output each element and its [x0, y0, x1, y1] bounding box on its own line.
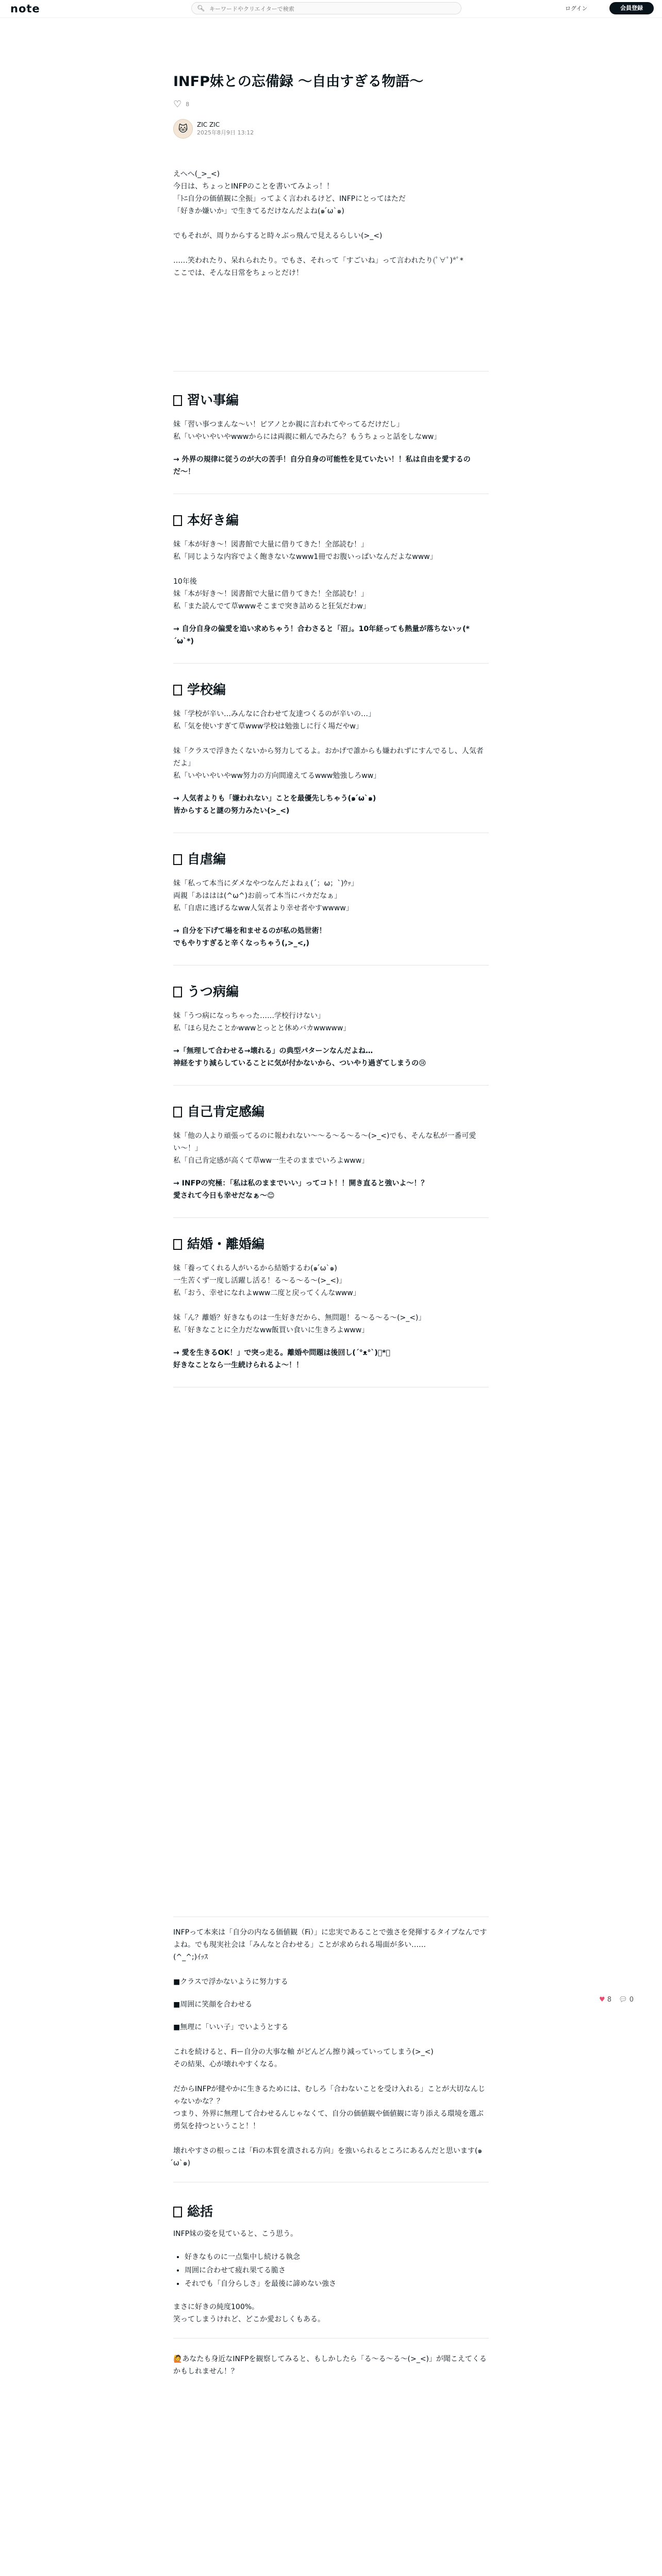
summary-bullet: • 周囲に合わせて疲れ果てる脆さ [185, 2264, 489, 2277]
section-heading: 習い事編 [173, 392, 489, 409]
takeaway-line: →「無理して合わせる→壊れる」の典型パターンなんだよね… [173, 1047, 373, 1055]
paragraph-line: ……笑われたり、呆れられたり。でもさ、それって「すごいね」って言われたり(ﾟ∀ﾟ)*ﾟ* [173, 257, 464, 265]
dialogue-line: 10年後 [173, 578, 197, 586]
publish-date: 2025年8月9日 13:12 [197, 129, 254, 136]
section-heading: 本好き編 [173, 512, 489, 529]
summary-list [173, 2250, 489, 2291]
box-icon [173, 1239, 182, 1250]
paragraph-line: (^_^;)ｲｯｽ [173, 1953, 208, 1961]
dialogue-line: 妹「本が好き〜！図書館で大量に借りてきた！全部読む！」 [173, 590, 368, 598]
paragraph-line: えへへ(_>_<) [173, 170, 220, 178]
dialogue-line: 妹「養ってくれる人がいるから結婚するわ(๑ ́ω`๑) [173, 1264, 337, 1273]
divider [173, 1217, 489, 1218]
analysis-block [173, 1917, 489, 2378]
takeaway-line: → 人気者よりも「嫌われない」ことを最優先しちゃう(๑ ́ω`๑) [173, 794, 376, 803]
closing-line: 🙋あなたも身近なINFPを観察してみると、もしかしたら「る〜る〜る〜(>_<)」が聞こえてくるかもしれません！？ [173, 2355, 487, 2376]
paragraph-line: だからINFPが健やかに生きるためには、むしろ「合わないことを受け入れる」ことが大切なんじゃないかな？？ [173, 2085, 486, 2106]
side-like-button[interactable]: ♥ 8 [599, 1996, 612, 2004]
paragraph-line [173, 217, 489, 230]
dialogue-line: 一生苦くず一度し活躍し活る！る〜る〜る〜(>_<)」 [173, 1277, 346, 1285]
dialogue-line: 私「いやいやいやww努力の方向間違えてるwww勉強しろww」 [173, 772, 381, 780]
takeaway-line: → 自分自身の偏愛を追い求めちゃう！合わさると「沼」。10年経っても熱量が落ちないッ(*´ω`*) [173, 625, 470, 646]
divider [173, 1085, 489, 1086]
takeaway-line: 愛されて今日も幸せだなぁ〜😊 [173, 1192, 275, 1200]
section-block [173, 1235, 489, 1387]
author-avatar[interactable]: 🐱 [173, 119, 193, 139]
paragraph-line [173, 2132, 489, 2145]
dialogue-line [173, 733, 489, 745]
takeaway-line: 好きなことなら一生続けられるよ〜！！ [173, 1361, 303, 1369]
marked-line: ■クラスで浮かないように努力する [173, 1978, 288, 1986]
dialogue-line: 私「いやいやいやwwwからには両親に頼んでみたら？もうちょっと話をしなww」 [173, 433, 441, 441]
floating-actions [599, 1996, 634, 2004]
takeaway-line: → 愛を生きるOK！」で突っ走る。離婚や問題は後回し(´°ᴥ°`)ﾟ*ﾟ [173, 1349, 390, 1357]
box-icon [173, 854, 182, 865]
paragraph-line: まさに好きの純度100%。 [173, 2303, 259, 2311]
section-heading: 自虐編 [173, 851, 489, 868]
side-comment-button[interactable]: 💬︎ 0 [619, 1996, 634, 2004]
search-bar[interactable] [191, 2, 461, 14]
takeaway-line: 皆からすると謎の努力みたい(>_<) [173, 807, 290, 815]
like-count: 8 [186, 101, 190, 108]
article-title: INFP妹との忘備録 〜自由すぎる物語〜 [173, 74, 424, 90]
takeaway-line: → INFPの究極：「私は私のままでいい」ってコト！！開き直ると強いよ〜！？ [173, 1179, 428, 1188]
section-heading: 結婚・離婚編 [173, 1235, 489, 1253]
article-header [173, 72, 489, 139]
article-sections [173, 392, 489, 1405]
dialogue-line [173, 1299, 489, 1312]
dialogue-line: 私「気を使いすぎて草www学校は勉強しに行く場だやw」 [173, 722, 363, 731]
takeaway-line: でもやりすぎると辛くなっちゃう(,>_<,) [173, 939, 309, 947]
paragraph-line: 今日は、ちょっとINFPのことを書いてみよっ！！ [173, 182, 334, 191]
section-block [173, 392, 489, 494]
paragraph-line: つまり、外界に無理して合わせるんじゃなくて、自分の価値観や価値観に寄り添える環境を選ぶ勇気を持つということ！！ [173, 2110, 484, 2130]
box-icon [173, 2207, 182, 2217]
login-link[interactable]: ログイン [565, 5, 588, 12]
dialogue-line: 私「同じような内容でよく飽きないなwww1冊でお腹いっぱいなんだよなwww」 [173, 553, 437, 561]
dialogue-line: 妹「本が好き〜！図書館で大量に借りてきた！全部読む！」 [173, 540, 368, 549]
paragraph-line [173, 242, 489, 255]
section-heading: 総括 [173, 2203, 489, 2221]
takeaway-line: → 自分を下げて場を和ませるのが私の処世術！ [173, 927, 326, 935]
dialogue-line [173, 563, 489, 575]
divider [173, 663, 489, 664]
box-icon [173, 395, 182, 406]
section-block [173, 681, 489, 833]
search-icon: 🔍︎ [197, 5, 205, 12]
dialogue-line: 妹「クラスで浮きたくないから努力してるよ。おかげで誰からも嫌われずにすんでるし、人気者だよ」 [173, 747, 484, 768]
author-name[interactable]: ZIC ZIC [197, 121, 220, 128]
marked-line: ■周囲に笑顔を合わせる [173, 2001, 253, 2009]
summary-bullet: • 好きなものに一点集中し続ける執念 [185, 2250, 489, 2264]
box-icon [173, 515, 182, 526]
summary-intro: INFP妹の姿を見ていると、こう思う。 [173, 2230, 298, 2238]
section-heading: 学校編 [173, 681, 489, 699]
paragraph-line: ここでは、そんな日常をちょっとだけ！ [173, 269, 303, 277]
takeaway-line: → 外界の規律に従うのが大の苦手！自分自身の可能性を見ていたい！！私は自由を愛するのだ〜！ [173, 455, 471, 476]
dialogue-line: 私「自虐に逃げるなww人気者より幸せ者やすwwww」 [173, 904, 353, 912]
paragraph-line [173, 2071, 489, 2083]
site-header [0, 0, 662, 18]
paragraph-line: 壊れやすさの根っこは「Fiの本質を潰される方向」を強いられるところにあるんだと思います(๑ ́ω`๑) [173, 2147, 483, 2167]
dialogue-line: 妹「習い事つまんな〜い！ピアノとか親に言われてやってるだけだし」 [173, 420, 404, 429]
like-heart-icon[interactable]: ♡ [173, 99, 182, 110]
dialogue-line: 妹「学校が辛い…みんなに合わせて友達つくるのが辛いの…」 [173, 710, 375, 718]
dialogue-line: 妹「他の人より頑張ってるのに報われない〜〜る〜る〜る〜(>_<)でも、そんな私が一番可愛い〜！」 [173, 1132, 476, 1153]
dialogue-line: 私「おう、幸せになれよwww二度と戻ってくんなwww」 [173, 1289, 360, 1297]
box-icon [173, 1107, 182, 1117]
paragraph-line: 「ﾄﾆ自分の価値観に全振」ってよく言われるけど、INFPにとってはただ [173, 195, 406, 203]
paragraph-line: その結果、心が壊れやすくなる。 [173, 2060, 282, 2069]
section-heading: 自己肯定感編 [173, 1103, 489, 1121]
signup-button[interactable]: 会員登録 [609, 2, 654, 14]
search-input[interactable] [208, 4, 453, 13]
section-heading: うつ病編 [173, 983, 489, 1001]
section-block [173, 1103, 489, 1218]
section-block [173, 983, 489, 1086]
paragraph-line: 笑ってしまうけれど、どこか愛おしくもある。 [173, 2315, 325, 2324]
box-icon [173, 987, 182, 997]
box-icon [173, 685, 182, 696]
intro-text [173, 168, 489, 279]
marked-line: ■無理に「いい子」でいようとする [173, 2023, 289, 2031]
dialogue-line: 私「ほら見たことかwwwとっとと休めバカwwwww」 [173, 1024, 351, 1032]
section-block [173, 851, 489, 965]
dialogue-line: 私「また読んでて草wwwそこまで突き詰めると狂気だわw」 [173, 602, 370, 611]
dialogue-line: 妹「うつ病になっちゃった……学校行けない」 [173, 1012, 325, 1020]
takeaway-line: 神経をすり減らしていることに気が付かないから、ついやり過ぎてしまうの😢 [173, 1059, 426, 1067]
paragraph-line: でもそれが、周りからすると時々ぶっ飛んで見えるらしい(>_<) [173, 232, 383, 240]
dialogue-line: 妹「私って本当にダメなやつなんだよねぇ(´；ω；`)ｳｯ」 [173, 879, 358, 888]
dialogue-line: 両親「あははは(^ω^)お前って本当にバカだなぁ」 [173, 892, 342, 900]
paragraph-line: これを続けると、Fiー自分の大事な軸 がどんどん擦り減っていってしまう(>_<) [173, 2048, 434, 2056]
summary-bullet: • それでも「自分らしさ」を最後に諦めない強さ [185, 2277, 489, 2291]
note-logo[interactable]: note [10, 3, 40, 15]
paragraph-line: INFPって本来は「自分の内なる価値観（Fi）」に忠実であることで強さを発揮するタイプなんですよね。でも現実社会は「みんなと合わせる」ことが求められる場面が多い…… [173, 1928, 487, 1949]
dialogue-line: 私「自己肯定感が高くて草ww一生そのままでいろよwww」 [173, 1157, 369, 1165]
dialogue-line: 妹「ん？離婚？好きなものは一生好きだから、無問題！る〜る〜る〜(>_<)」 [173, 1314, 426, 1322]
dialogue-line: 私「好きなことに全力だなww飯買い食いに生きろよwww」 [173, 1326, 369, 1334]
paragraph-line: 「好きか嫌いか」で生きてるだけなんだよね(๑ ́ω`๑) [173, 207, 344, 215]
section-block [173, 512, 489, 664]
